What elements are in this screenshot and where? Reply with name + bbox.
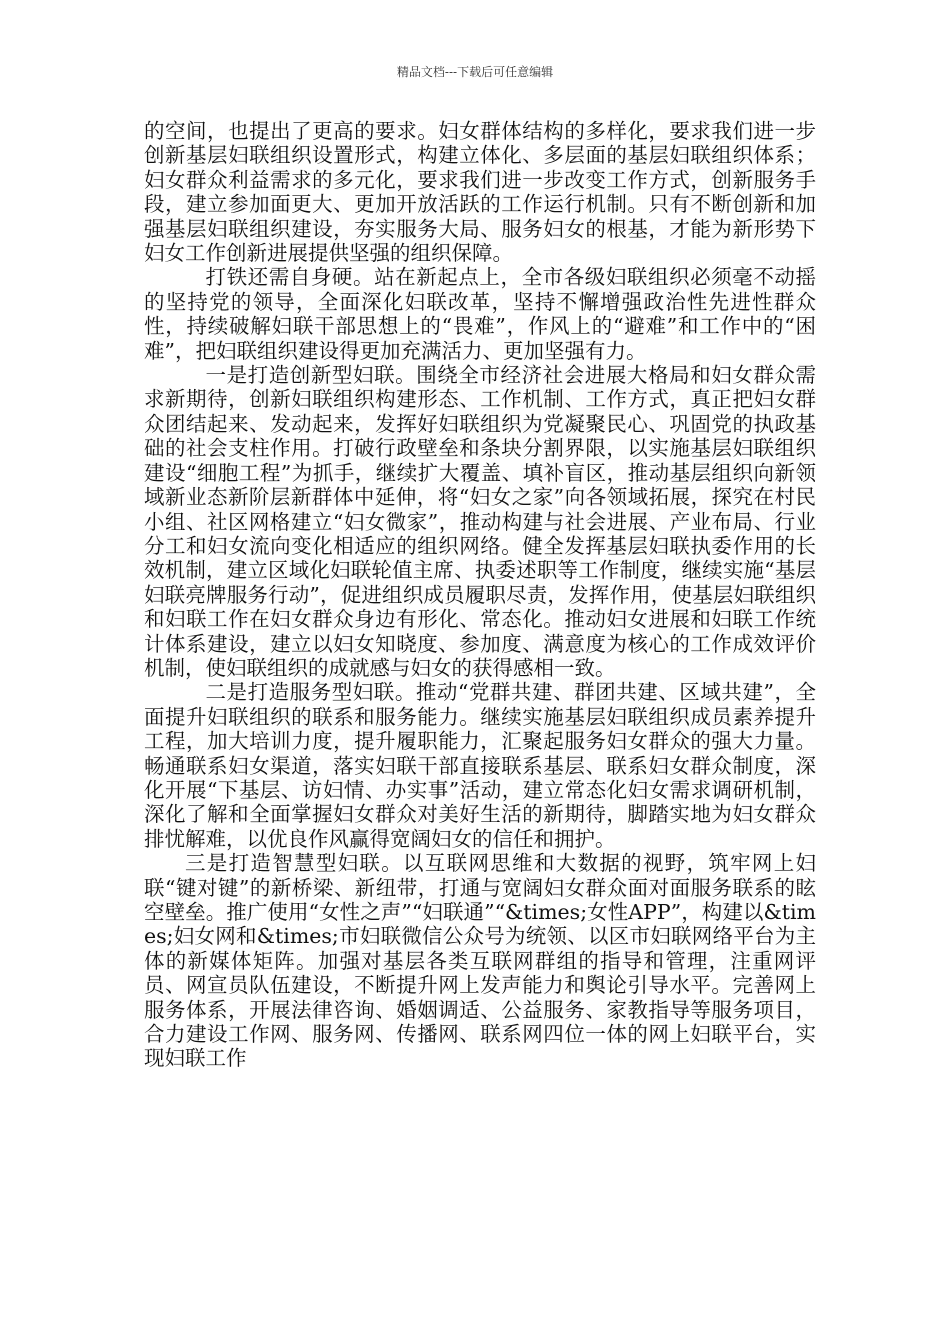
page-header: 精品文档---下载后可任意编辑 bbox=[396, 65, 554, 79]
paragraph-innovative-federation: 一是打造创新型妇联。围绕全市经济社会进展大格局和妇女群众需求新期待，创新妇联组织构建形态、工作机制、工作方式，真正把妇女群众团结起来、发动起来，发挥好妇联组织为党凝聚民心、巩固党的执政基础的社会支柱作用。打破行政壁垒和条块分割界限，以实施基层妇联组织建设“细胞工程”为抓手，继续扩大覆盖、填补盲区，推动基层组织向新领域新业态新阶层新群体中延伸，将“妇女之家”向各领域拓展，探究在村民小组、社区网格建立“妇女微家”，推动构建与社会进展、产业布局、行业分工和妇女流向变化相适应的组织网络。健全发挥基层妇联执委作用的长效机制，建立区域化妇联轮值主席、执委述职等工作制度，继续实施“基层妇联亮牌服务行动”，促进组织成员履职尽责，发挥作用，使基层妇联组织和妇联工作在妇女群众身边有形化、常态化。推动妇女进展和妇联工作统计体系建设，建立以妇女知晓度、参加度、满意度为核心的工作成效评价机制，使妇联组织的成就感与妇女的获得感相一致。 bbox=[144, 363, 816, 680]
paragraph-self-strengthening: 打铁还需自身硬。站在新起点上，全市各级妇联组织必须毫不动摇的坚持党的领导，全面深化妇联改革，坚持不懈增强政治性先进性群众性，持续破解妇联干部思想上的“畏难”，作风上的“避难”和工作中的“困难”，把妇联组织建设得更加充满活力、更加坚强有力。 bbox=[144, 265, 816, 363]
paragraph-smart-federation: 三是打造智慧型妇联。以互联网思维和大数据的视野，筑牢网上妇联“键对键”的新桥梁、新纽带，打通与宽阔妇女群众面对面服务联系的眩空壁垒。推广使用“女性之声”“妇联通”“&times;女性APP”，构建以&times;妇女网和&times;市妇联微信公众号为统领、以区市妇联网络平台为主体的新媒体矩阵。加强对基层各类互联网群组的指导和管理，注重网评员、网宣员队伍建设，不断提升网上发声能力和舆论引导水平。完善网上服务体系，开展法律咨询、婚姻调适、公益服务、家教指导等服务项目，合力建设工作网、服务网、传播网、联系网四位一体的网上妇联平台，实现妇联工作 bbox=[144, 851, 816, 1071]
paragraph-continuation: 的空间，也提出了更高的要求。妇女群体结构的多样化，要求我们进一步创新基层妇联组织设置形式，构建立体化、多层面的基层妇联组织体系；妇女群众利益需求的多元化，要求我们进一步改变工作方式，创新服务手段，建立参加面更大、更加开放活跃的工作运行机制。只有不断创新和加强基层妇联组织建设，夯实服务大局、服务妇女的根基，才能为新形势下妇女工作创新进展提供坚强的组织保障。 bbox=[144, 119, 816, 266]
paragraph-service-federation: 二是打造服务型妇联。推动“党群共建、群团共建、区域共建”，全面提升妇联组织的联系和服务能力。继续实施基层妇联组织成员素养提升工程，加大培训力度，提升履职能力，汇聚起服务妇女群众的强大力量。畅通联系妇女渠道，落实妇联干部直接联系基层、联系妇女群众制度，深化开展“下基层、访妇情、办实事”活动，建立常态化妇女需求调研机制，深化了解和全面掌握妇女群众对美好生活的新期待，脚踏实地为妇女群众排忧解难，以优良作风赢得宽阔妇女的信任和拥护。 bbox=[144, 680, 816, 851]
document-body bbox=[144, 119, 816, 1071]
